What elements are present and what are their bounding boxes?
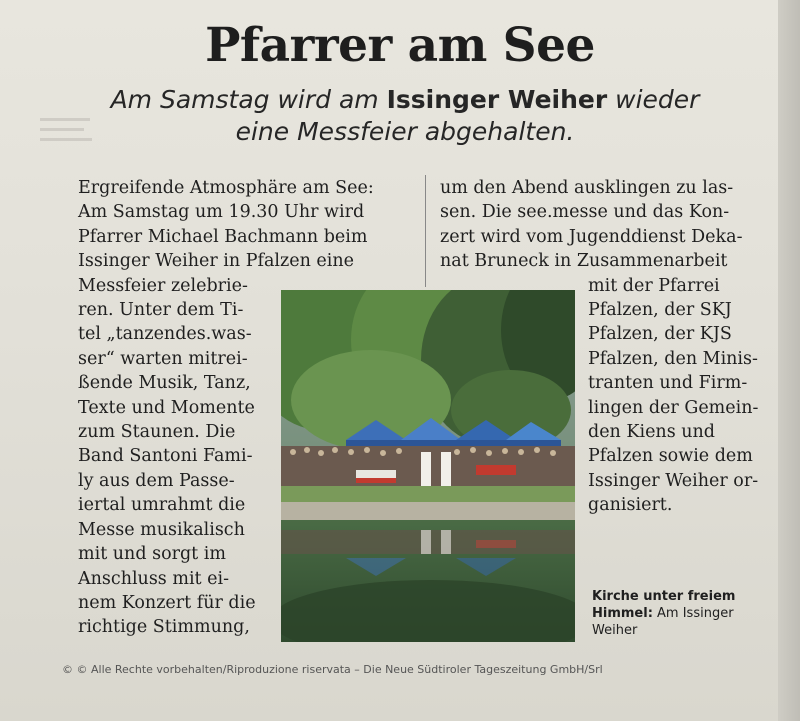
text-line: zert wird vom Jugenddienst Deka- [440,226,743,247]
text-line: ßende Musik, Tanz, [78,373,251,394]
text-line: lingen der Gemein- [588,397,759,418]
page-edge [778,0,800,721]
text-line: nem Konzert für die [78,592,256,613]
text-line: ren. Unter dem Ti- [78,300,244,321]
text-line: nat Bruneck in Zusammenarbeit [440,251,728,272]
text-line: ganisiert. [588,495,673,516]
text-line: tel „tanzendes.was- [78,324,252,345]
text-line: um den Abend ausklingen zu las- [440,178,734,198]
text-line: ser“ warten mitrei- [78,348,248,369]
text-line: richtige Stimmung, [78,617,250,638]
text-line: den Kiens und [588,422,715,443]
subhead-part-1: Am Samstag wird am [110,85,387,114]
text-line: Issinger Weiher in Pfalzen eine [78,251,355,272]
text-line: sen. Die see.messe und das Kon- [440,202,730,223]
photo-caption [592,588,772,639]
subhead-bold-place: Issinger Weiher [386,85,608,114]
text-line: Issinger Weiher or- [588,470,759,491]
text-line: ly aus dem Passe- [78,470,235,491]
text-line: Messfeier zelebrie- [78,275,248,296]
text-line: zum Staunen. Die [78,422,236,443]
subheadline [110,84,700,148]
text-line: Messe musikalisch [78,519,245,540]
subhead-part-2: wieder eine Messfeier abgehalten. [235,85,700,146]
text-line: Ergreifende Atmosphäre am See: [78,178,374,198]
text-line: tranten und Firm- [588,373,748,394]
headline: Pfarrer am See [205,18,595,73]
text-line: Pfarrer Michael Bachmann beim [78,226,368,247]
text-line: Am Samstag um 19.30 Uhr wird [78,202,365,223]
text-line: mit und sorgt im [78,544,226,565]
bleed-through-marks [40,118,100,158]
lake-mass-photo [281,290,575,642]
text-line: mit der Pfarrei [588,275,720,296]
text-line: iertal umrahmt die [78,495,246,516]
text-line: Pfalzen, der SKJ [588,300,732,321]
caption-text: Am Issinger Weiher [592,606,734,638]
column-divider [425,175,426,287]
text-line: Band Santoni Fami- [78,446,253,467]
caption-bold: Kirche unter freiem Himmel: [592,589,736,621]
text-line: Anschluss mit ei- [78,568,230,589]
text-line: Pfalzen sowie dem [588,446,753,467]
text-line: Texte und Momente [78,397,255,418]
text-line: Pfalzen, den Minis- [588,348,758,369]
article-photo [281,290,575,642]
text-line: Pfalzen, der KJS [588,324,732,345]
copyright-footer: © © Alle Rechte vorbehalten/Riproduzione riservata – Die Neue Südtiroler Tageszeitung GmbH/Srl [62,663,603,676]
bleed-through-text [40,118,100,162]
